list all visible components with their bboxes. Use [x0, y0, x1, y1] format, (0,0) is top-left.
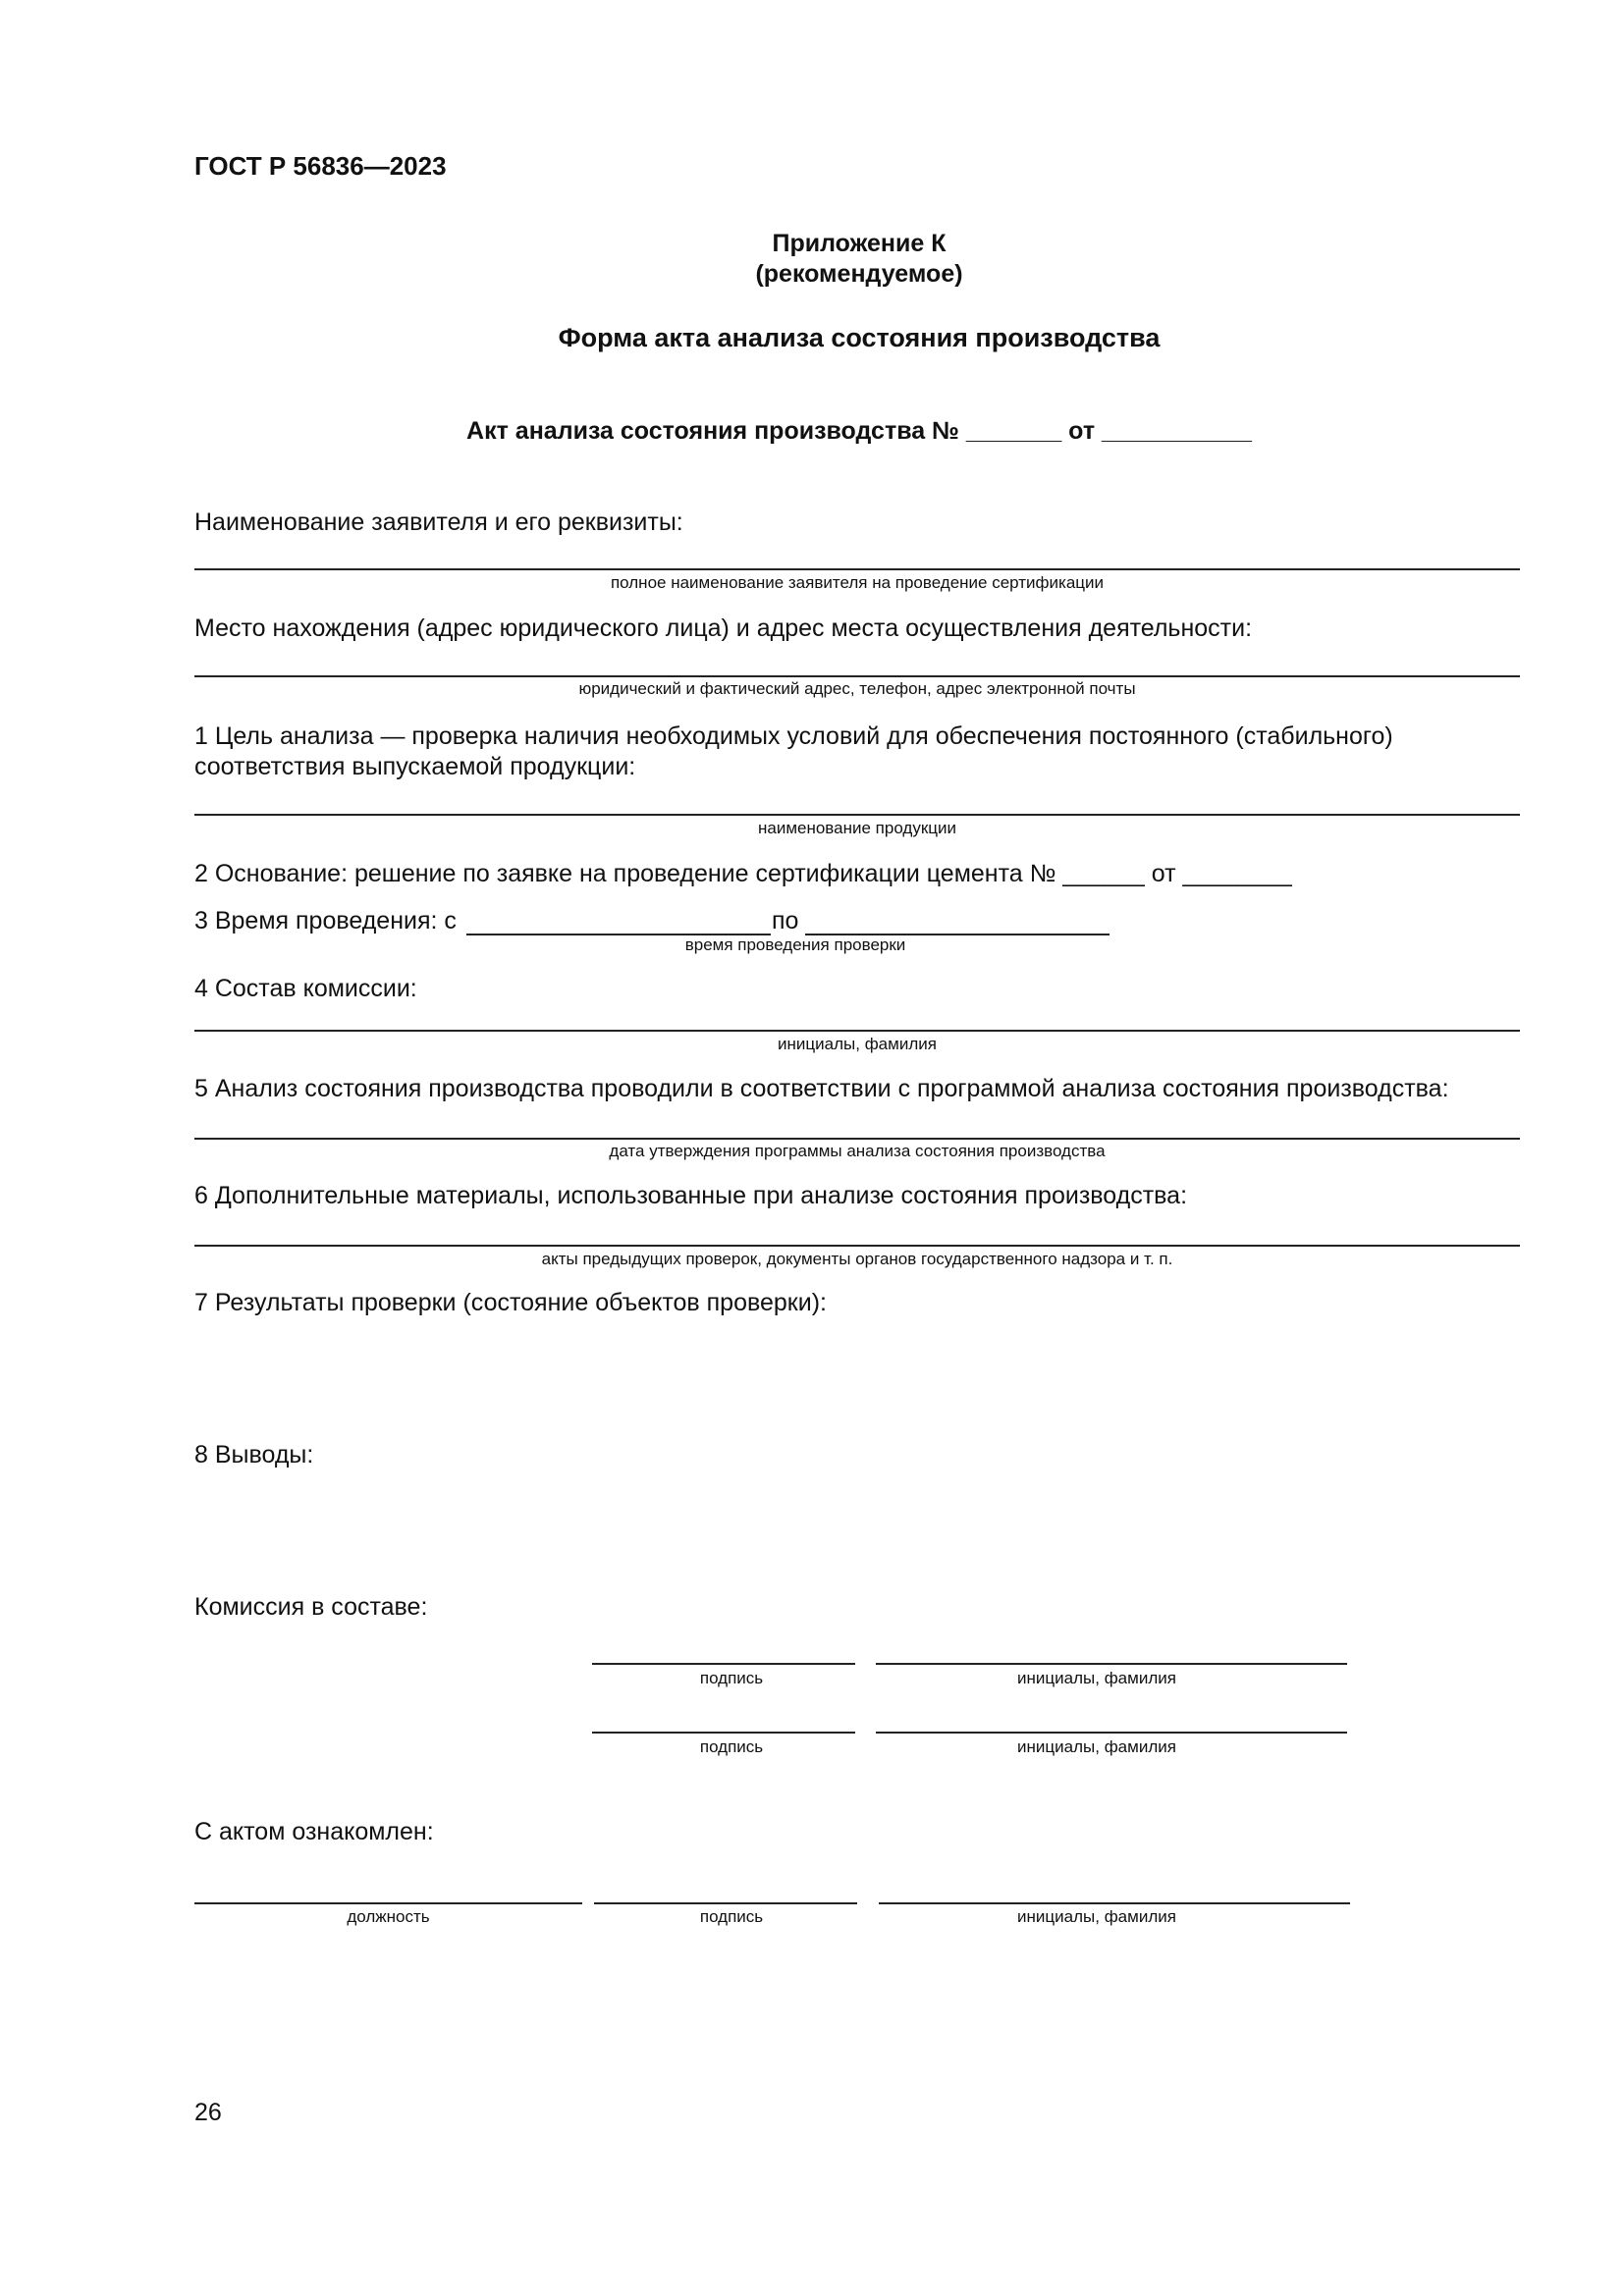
commission-name-line-1[interactable] — [876, 1663, 1347, 1665]
item7-label: 7 Результаты проверки (состояние объектов проверки): — [194, 1289, 827, 1316]
ack-position-line[interactable] — [194, 1902, 582, 1904]
ack-signature-line[interactable] — [594, 1902, 857, 1904]
item6-caption: акты предыдущих проверок, документы органов государственного надзора и т. п. — [541, 1250, 1173, 1268]
standard-code: ГОСТ Р 56836—2023 — [194, 151, 447, 181]
applicant-caption: полное наименование заявителя на проведение сертификации — [610, 573, 1105, 592]
item3-prefix: 3 Время проведения: с — [194, 907, 457, 934]
page-number: 26 — [194, 2099, 222, 2126]
appendix-status: (рекомендуемое) — [755, 260, 963, 288]
commission-signature-line-2[interactable] — [592, 1732, 855, 1734]
item5-caption: дата утверждения программы анализа состояния производства — [609, 1142, 1106, 1160]
location-label: Место нахождения (адрес юридического лица) и адрес места осуществления деятельности: — [194, 614, 1253, 642]
commission-signature-caption-1: подпись — [699, 1669, 764, 1687]
commission-name-line-2[interactable] — [876, 1732, 1347, 1734]
act-title: Акт анализа состояния производства № _______ от ___________ — [466, 417, 1252, 445]
item4-caption: инициалы, фамилия — [778, 1035, 937, 1053]
item1-line1: 1 Цель анализа — проверка наличия необходимых условий для обеспечения постоянного (стабильного) — [194, 722, 1393, 750]
item3-middle: по — [772, 907, 799, 934]
program-date-field-line[interactable] — [194, 1138, 1520, 1140]
item3-caption: время проведения проверки — [684, 935, 906, 954]
commission-name-caption-2: инициалы, фамилия — [1017, 1737, 1176, 1756]
item8-label: 8 Выводы: — [194, 1441, 314, 1468]
ack-name-line[interactable] — [879, 1902, 1350, 1904]
commission-signature-caption-2: подпись — [699, 1737, 764, 1756]
item1-caption: наименование продукции — [757, 819, 956, 837]
applicant-field-line[interactable] — [194, 568, 1520, 570]
acknowledged-label: С актом ознакомлен: — [194, 1818, 434, 1845]
commission-label: Комиссия в составе: — [194, 1593, 428, 1621]
item4-label: 4 Состав комиссии: — [194, 975, 417, 1002]
ack-position-caption: должность — [347, 1907, 430, 1926]
location-field-line[interactable] — [194, 675, 1520, 677]
ack-name-caption: инициалы, фамилия — [1017, 1907, 1176, 1926]
materials-field-line[interactable] — [194, 1245, 1520, 1247]
item2-text: 2 Основание: решение по заявке на проведение сертификации цемента № ______ от ________ — [194, 860, 1292, 887]
form-title: Форма акта анализа состояния производства — [558, 323, 1161, 352]
ack-signature-caption: подпись — [699, 1907, 764, 1926]
location-caption: юридический и фактический адрес, телефон, адрес электронной почты — [578, 679, 1136, 698]
commission-signature-line-1[interactable] — [592, 1663, 855, 1665]
appendix-title: Приложение К — [772, 230, 947, 257]
commission-name-caption-1: инициалы, фамилия — [1017, 1669, 1176, 1687]
product-field-line[interactable] — [194, 814, 1520, 816]
item1-line2: соответствия выпускаемой продукции: — [194, 753, 636, 780]
item5-label: 5 Анализ состояния производства проводили в соответствии с программой анализа состояния производства: — [194, 1075, 1449, 1102]
applicant-label: Наименование заявителя и его реквизиты: — [194, 508, 683, 536]
item6-label: 6 Дополнительные материалы, использованные при анализе состояния производства: — [194, 1182, 1188, 1209]
commission-field-line[interactable] — [194, 1030, 1520, 1032]
